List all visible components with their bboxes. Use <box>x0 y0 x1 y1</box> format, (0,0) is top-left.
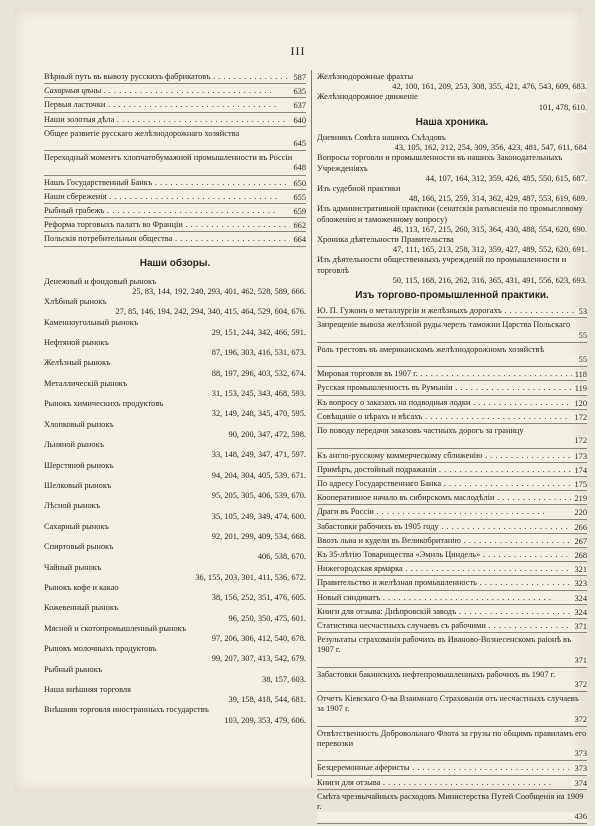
entry-title: Къ англо-русскому коммерческому сближенію . . . <box>317 451 587 460</box>
entry-pages: 373 <box>571 764 587 774</box>
page-number: III <box>290 44 306 58</box>
toc-entry <box>317 465 587 477</box>
toc-entry <box>317 493 587 505</box>
toc-entry <box>317 398 587 410</box>
entry-pages: 88, 197, 296, 403, 532, 674. <box>44 369 306 379</box>
entry-pages: 645 <box>44 139 306 149</box>
entry-title: Льняной рынокъ <box>44 440 104 450</box>
toc-entry <box>317 255 587 286</box>
toc-entry <box>44 542 306 562</box>
entry-title: Рыбный грабежъ . . . <box>44 206 276 215</box>
toc-entry <box>317 426 587 448</box>
entry-title: Переходный моментъ хлопчатобумажной промышленности въ Россіи <box>44 153 293 163</box>
toc-entry <box>44 522 306 542</box>
entry-title: Роль трестовъ въ американскомъ желѣзнодорожномъ хозяйствѣ <box>317 344 545 354</box>
toc-entry <box>44 220 306 232</box>
entry-title: Денежный и фондовый рынокъ <box>44 276 157 286</box>
toc-entry <box>317 133 587 153</box>
entry-pages: 92, 201, 299, 409, 534, 668. <box>44 532 306 542</box>
toc-entry <box>317 670 587 692</box>
entry-title: Мясной и скотопромышленный рынокъ <box>44 623 187 633</box>
entry-title: Польскія потребительныя общества . . . <box>44 234 306 243</box>
entry-title: Реформа торговыхъ палатъ во Франціи . . . <box>44 220 306 229</box>
entry-title: Нефтяной рынокъ <box>44 338 109 348</box>
entry-pages: 87, 196, 303, 416, 531, 673. <box>44 348 306 358</box>
toc-entry <box>317 153 587 184</box>
toc-entry <box>44 705 306 725</box>
toc-entry <box>317 204 587 235</box>
entry-pages: 662 <box>290 221 306 231</box>
entry-pages: 55 <box>317 331 587 341</box>
entry-title: Шелковый рынокъ <box>44 480 112 490</box>
toc-entry <box>317 383 587 395</box>
toc-entry <box>317 578 587 590</box>
entry-title: Рынокъ химическихъ продуктовъ <box>44 399 164 409</box>
entry-pages: 38, 157, 603. <box>44 675 306 685</box>
entry-pages: 119 <box>572 384 587 394</box>
document-page <box>14 8 587 822</box>
entry-title: Рынокъ кофе и какао <box>44 582 119 592</box>
entry-title: Нашъ Государственный Банкъ . . . <box>44 178 306 187</box>
entry-pages: 175 <box>571 480 587 490</box>
toc-entry <box>44 100 306 112</box>
toc-entry <box>317 621 587 633</box>
toc-entry <box>44 501 306 521</box>
entry-title: По адресу Государственнаго Банка . . . <box>317 479 587 488</box>
entry-pages: 436 <box>317 812 587 822</box>
entry-title: Наша внѣшняя торговля <box>44 684 131 694</box>
entry-title: Желѣзнодорожное движеніе <box>317 92 418 102</box>
entry-title: Результаты страхованія рабочихъ въ Иваново-Вознесенскомъ раіонѣ въ 1907 г. <box>317 635 572 655</box>
entry-pages: 90, 200, 347, 472, 598. <box>44 430 306 440</box>
entry-pages: 648 <box>44 163 306 173</box>
right-column <box>317 72 587 826</box>
entry-title: Хлопковый рынокъ <box>44 419 114 429</box>
entry-title: Запрещеніе вывоза желѣзной руды черезъ таможни Царства Польскаго <box>317 320 571 330</box>
entry-title: Статистика несчастныхъ случаевъ съ рабочими . . . <box>317 621 587 630</box>
toc-entry <box>44 338 306 358</box>
heading-praktika: Изъ торгово-промышленной практики. <box>355 290 549 302</box>
toc-entry <box>317 778 587 790</box>
entry-pages: 172 <box>317 436 587 446</box>
entry-title: Дневникъ Совѣта нашихъ Съѣздовъ <box>317 133 446 143</box>
entry-title: Ввозъ льна и кудели въ Великобританію . . . <box>317 536 587 545</box>
right-top-list <box>317 72 587 113</box>
entry-pages: 321 <box>571 565 587 575</box>
toc-entry <box>44 461 306 481</box>
entry-title: Ю. П. Гужонъ о металлургіи и желѣзныхъ дорогахъ . . . <box>317 306 587 315</box>
entry-pages: 324 <box>571 594 587 604</box>
entry-pages: 48, 113, 167, 215, 260, 315, 364, 430, 488, 554, 620, 690. <box>317 225 587 235</box>
entry-pages: 36, 155, 203, 301, 411, 536, 672. <box>44 573 306 583</box>
toc-entry <box>317 607 587 619</box>
toc-entry <box>317 320 587 342</box>
toc-entry <box>317 507 587 519</box>
entry-pages: 172 <box>571 413 587 423</box>
obzory-list <box>44 277 306 726</box>
entry-title: Общее развитіе русскаго желѣзнодорожнаго хозяйства <box>44 128 240 138</box>
entry-pages: 55 <box>317 355 587 365</box>
entry-pages: 50, 115, 168, 216, 262, 316, 365, 431, 491, 556, 623, 693. <box>317 276 587 286</box>
entry-title: Хроника дѣятельности Правительства <box>317 235 454 245</box>
entry-pages: 372 <box>317 680 587 690</box>
toc-entry <box>44 297 306 317</box>
toc-entry <box>317 72 587 92</box>
toc-entry <box>317 550 587 562</box>
toc-entry <box>317 729 587 762</box>
entry-pages: 27, 85, 146, 194, 242, 294, 340, 415, 464, 529, 604, 676. <box>44 307 306 317</box>
entry-pages: 38, 156, 252, 351, 476, 605. <box>44 593 306 603</box>
entry-title: Чайный рынокъ <box>44 562 102 572</box>
toc-entry <box>44 685 306 705</box>
entry-title: Забастовки рабочихъ въ 1905 году . . . <box>317 522 587 531</box>
entry-pages: 373 <box>317 749 587 759</box>
toc-entry <box>317 235 587 255</box>
entry-title: Нижегородская ярмарка . . . <box>317 564 574 573</box>
entry-title: Изъ административной практики (сенатскія разъясненія по промысловому обложенію и таможенному вопросу) <box>317 204 583 224</box>
entry-title: Первыя ласточки . . . <box>44 100 277 109</box>
entry-pages: 267 <box>571 537 587 547</box>
toc-entry <box>317 345 587 367</box>
toc-entry <box>44 153 306 175</box>
toc-entry <box>317 792 587 825</box>
entry-pages: 99, 207, 307, 413, 542, 679. <box>44 654 306 664</box>
toc-entry <box>317 763 587 775</box>
toc-entry <box>44 358 306 378</box>
toc-entry <box>44 379 306 399</box>
entry-title: Примѣръ, достойный подражанія . . . <box>317 465 587 474</box>
entry-pages: 219 <box>571 494 587 504</box>
toc-entry <box>44 277 306 297</box>
toc-entry <box>317 564 587 576</box>
chronika-list <box>317 133 587 286</box>
entry-title: По поводу передачи заказовъ частныхъ дорогъ за границу <box>317 426 524 436</box>
entry-pages: 268 <box>571 551 587 561</box>
entry-pages: 659 <box>290 207 306 217</box>
entry-pages: 406, 538, 670. <box>44 552 306 562</box>
entry-pages: 47, 111, 165, 213, 258, 312, 359, 427, 489, 552, 620, 691. <box>317 245 587 255</box>
heading-chronika: Наша хроника. <box>415 116 489 128</box>
entry-pages: 371 <box>571 622 587 632</box>
toc-entry <box>317 522 587 534</box>
entry-title: Вопросы торговли и промышленности въ нашихъ Законодательныхъ Учрежденіяхъ <box>317 153 563 173</box>
toc-entry <box>317 635 587 668</box>
toc-entry <box>317 369 587 381</box>
entry-title: Внѣшняя торговля иностранныхъ государствъ <box>44 705 209 715</box>
entry-title: Новый синдикатъ . . . <box>317 593 551 602</box>
entry-title: Отчетъ Кіевскаго О-ва Взаимнаго Страхованія отъ несчастныхъ случаевъ за 1907 г. <box>317 694 579 714</box>
entry-title: Рыбный рынокъ <box>44 664 103 674</box>
entry-title: Изъ дѣятельности общественныхъ учрежденій по промышленности и торговлѣ <box>317 255 567 275</box>
toc-entry <box>44 665 306 685</box>
entry-title: Шерстяной рынокъ <box>44 460 114 470</box>
toc-entry <box>44 603 306 623</box>
entry-pages: 43, 105, 162, 212, 254, 309, 356, 423, 481, 547, 611, 684 <box>317 143 587 153</box>
entry-title: Книги для отзыва . . . <box>317 778 551 787</box>
entry-title: Наши золотыя дѣла . . . <box>44 115 286 124</box>
toc-entry <box>44 318 306 338</box>
entry-title: Книги для отзыва: Днѣпровскій заводъ . . . <box>317 607 587 616</box>
toc-entry <box>317 92 587 112</box>
column-divider <box>311 70 312 778</box>
entry-pages: 103, 209, 353, 479, 606. <box>44 716 306 726</box>
entry-pages: 635 <box>290 87 306 97</box>
toc-entry <box>44 440 306 460</box>
toc-entry <box>44 86 306 98</box>
entry-title: Вѣрный путь въ вывозу русскихъ фабрикатовъ . . . <box>44 72 306 81</box>
entry-title: Русская промышленность въ Румыніи . . . <box>317 383 587 392</box>
entry-pages: 32, 149, 248, 345, 470, 595. <box>44 409 306 419</box>
left-column <box>44 72 306 726</box>
toc-entry <box>44 583 306 603</box>
entry-title: Рынокъ молочныхъ продуктовъ <box>44 644 157 654</box>
entry-title: Лѣсной рынокъ <box>44 501 101 511</box>
entry-pages: 174 <box>571 466 587 476</box>
toc-entry <box>317 479 587 491</box>
entry-title: Совѣщаніе о нѣрахъ и вѣсахъ . . . <box>317 412 587 421</box>
entry-title: Желѣзнодорожные фрахты <box>317 72 414 81</box>
toc-entry <box>44 234 306 246</box>
entry-pages: 33, 148, 249, 347, 471, 597. <box>44 450 306 460</box>
toc-entry <box>44 206 306 218</box>
entry-title: Драги въ Россіи . . . <box>317 507 545 516</box>
entry-title: Къ вопросу о заказахъ на подводныя лодки . . . <box>317 398 587 407</box>
entry-title: Правительство и желѣзная промышленность . . . <box>317 578 587 587</box>
entry-pages: 371 <box>317 656 587 666</box>
entry-pages: 42, 100, 161, 209, 253, 308, 355, 421, 476, 543, 609, 683. <box>317 82 587 92</box>
entry-title: Сахарный рынокъ <box>44 521 109 531</box>
entry-pages: 95, 205, 305, 406, 539, 670. <box>44 491 306 501</box>
entry-title: Мировая торговля въ 1907 г. . . . <box>317 369 587 378</box>
toc-entry <box>317 593 587 605</box>
entry-pages: 173 <box>571 452 587 462</box>
entry-pages: 39, 158, 418, 544, 681. <box>44 695 306 705</box>
toc-entry <box>44 192 306 204</box>
entry-pages: 374 <box>571 779 587 789</box>
entry-pages: 97, 206, 306, 412, 540, 678. <box>44 634 306 644</box>
entry-title: Спиртовый рынокъ <box>44 542 114 552</box>
toc-entry <box>44 178 306 190</box>
entry-pages: 324 <box>571 608 587 618</box>
entry-title: Каменноугольный рынокъ <box>44 317 139 327</box>
toc-entry <box>44 72 306 84</box>
entry-pages: 31, 153, 245, 343, 468, 593. <box>44 389 306 399</box>
toc-entry <box>44 481 306 501</box>
entry-title: Смѣта чрезвычайныхъ расходовъ Министерства Путей Сообщенія на 1909 г. <box>317 791 584 811</box>
entry-pages: 53 <box>576 307 587 317</box>
entry-title: Хлѣбный рынокъ <box>44 297 107 307</box>
toc-entry <box>44 129 306 151</box>
entry-pages: 587 <box>290 73 306 83</box>
entry-pages: 44, 107, 164, 312, 359, 426, 485, 550, 615, 687. <box>317 174 587 184</box>
entry-pages: 655 <box>290 193 306 203</box>
entry-pages: 266 <box>571 523 587 533</box>
entry-title: Забастовки бакинскихъ нефтепромышленныхъ рабочихъ въ 1907 г. <box>317 669 556 679</box>
entry-title: Безцеремонные аферисты . . . <box>317 763 581 772</box>
entry-title: Сахарныя цѣны . . . <box>44 86 272 95</box>
entry-pages: 664 <box>290 235 306 245</box>
toc-entry <box>317 536 587 548</box>
toc-entry <box>317 184 587 204</box>
entry-title: Отвѣтственность Добровольнаго Флота за грузы по общимъ правиламъ его перевозки <box>317 728 587 748</box>
entry-pages: 29, 151, 244, 342, 466, 591. <box>44 328 306 338</box>
toc-entry <box>44 399 306 419</box>
entry-title: Къ 35-лѣтію Товарищества «Эмиль Циндель» . . . <box>317 550 587 559</box>
entry-pages: 372 <box>317 715 587 725</box>
heading-obzory: Наши обзоры. <box>139 257 211 269</box>
toc-entry <box>44 420 306 440</box>
toc-entry <box>317 306 587 318</box>
toc-entry <box>317 451 587 463</box>
entry-pages: 640 <box>290 116 306 126</box>
entry-title: Металлическій рынокъ <box>44 378 128 388</box>
toc-entry <box>317 694 587 727</box>
entry-pages: 35, 105, 249, 349, 474, 600. <box>44 512 306 522</box>
entry-pages: 118 <box>572 370 587 380</box>
left-top-list <box>44 72 306 247</box>
praktika-list <box>317 306 587 824</box>
entry-title: Кожевенный рынокъ <box>44 603 119 613</box>
entry-title: Наши сбереженія . . . <box>44 192 278 201</box>
entry-title: Желѣзный рынокъ <box>44 358 111 368</box>
entry-pages: 94, 204, 304, 405, 539, 671. <box>44 471 306 481</box>
toc-entry <box>44 115 306 127</box>
toc-entry <box>44 563 306 583</box>
entry-pages: 96, 250, 350, 475, 601. <box>44 614 306 624</box>
entry-pages: 637 <box>290 101 306 111</box>
entry-pages: 220 <box>571 508 587 518</box>
entry-pages: 101, 478, 610. <box>317 103 587 113</box>
entry-pages: 323 <box>571 579 587 589</box>
toc-entry <box>317 412 587 424</box>
entry-title: Кооперативное начало въ сибирскомъ маслодѣліи . . . <box>317 493 587 502</box>
entry-pages: 650 <box>290 179 306 189</box>
entry-title: Изъ судебной практики <box>317 184 401 194</box>
entry-pages: 25, 83, 144, 192, 240, 293, 401, 462, 528, 589, 666. <box>44 287 306 297</box>
toc-entry <box>44 624 306 644</box>
toc-entry <box>44 644 306 664</box>
entry-pages: 120 <box>571 399 587 409</box>
entry-pages: 48, 166, 215, 259, 314, 362, 429, 487, 553, 619, 689. <box>317 194 587 204</box>
